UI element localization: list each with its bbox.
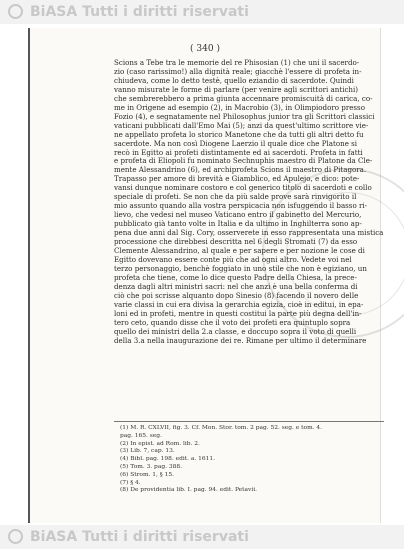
body-line: Scions a Tebe tra le memorie del re Phisosian (1) che uni il sacerdo- [114, 59, 360, 67]
body-line: denza dagli altri ministri sacri: nel che anzi è una bella conferma di [114, 282, 358, 291]
body-text [114, 59, 384, 346]
body-line: vaticani pubblicati dall'Emo Mai (5); anzi da quest'ultimo scrittore vie- [114, 121, 369, 130]
body-line: chiudeva, come lo detto testè, quello eziandio di sacerdote. Quindi [114, 76, 354, 85]
document-page [28, 28, 384, 523]
banner-text: BiASA Tutti i diritti riservati [30, 4, 249, 20]
footnote-line: pag. 165. seg. [120, 432, 162, 439]
biasa-logo-icon [8, 4, 23, 19]
footnote-line: (2) In epist. ad Rom. lib. 2. [120, 440, 200, 447]
banner-text: BiASA Tutti i diritti riservati [30, 529, 249, 545]
body-line: lievo, che vedesi nel museo Vaticano entro il gabinetto del Mercurio, [114, 211, 362, 220]
body-line: che sembrerebbero a prima giunta accennare promiscuità di carica, co- [114, 94, 373, 103]
copyright-banner-bottom [0, 525, 404, 549]
body-line: Trapasso per amore di brevità e Giamblico, ed Apulejo, e dico: pote- [114, 175, 360, 184]
footnote-line: (1) M. R. CXLVII, fig. 3. Cf. Mon. Stor. tom. 2 pag. 52. seg. e tom. 4. [120, 425, 323, 431]
body-line: della 3.a nella inaugurazione dei re. Rimane per ultimo il determinare [114, 336, 367, 345]
body-line: ne appellato profeta lo storico Manetone che da tutti gli altri detto fu [114, 130, 364, 139]
body-line: e profeta di Eliopoli fu nominato Sechnuphis maestro di Platone da Cle- [114, 157, 373, 166]
body-line: mio assunto quando alla vostra perspicacia non isfuggendo il basso ri- [114, 202, 368, 211]
body-line: Clemente Alessandrino, al quale e per sapere e per nozione le cose di [114, 247, 365, 256]
body-line: me in Origene ad esempio (2), in Macrobio (3), in Olimpiodoro presso [114, 103, 365, 112]
footnote-line: (4) Bibl. pag. 198. edit. a. 1611. [120, 456, 215, 463]
body-line: pena due anni dal Sig. Cory, osserverete in esso rappresentata una mistica [114, 229, 384, 238]
footnote-line: (7) § 4. [120, 479, 141, 486]
footnote-line: (6) Strom. 1, § 15. [120, 471, 174, 478]
footnotes [120, 425, 382, 495]
body-line: Fozio (4), e segnatamente nel Philosophus junior tra gli Scrittori classici [114, 112, 375, 121]
page-number: ( 340 ) [190, 44, 220, 54]
body-line: recò in Egitto ai profeti distintamente ed ai sacerdoti. Profeta in fatti [114, 148, 363, 157]
footnote-line: (5) Tom. 3. pag. 388. [120, 463, 182, 470]
body-line: vanno misurate le forme di parlare (per venire agli scrittori antichi) [114, 85, 359, 94]
body-line: ciò che poi scrisse alquanto dopo Sinesio (8) facendo il novero delle [114, 291, 359, 300]
body-line: zio (caso rarissimo!) alla dignità reale; giacchè l'essere di profeta in- [114, 67, 362, 76]
biasa-logo-icon [8, 529, 23, 544]
body-line: processione che direbbesi descritta nel 6 degli Stromati (7) da esso [114, 238, 358, 247]
footnote-line: (8) De providentia lib. I. pag. 94. edit. Petavii. [120, 487, 258, 494]
body-line: speciale di profeti. Se non che da più salde prove sarà rinvigorito il [114, 193, 357, 202]
footnote-divider [114, 421, 384, 422]
body-line: quello dei ministri della 2.a classe, e doccupo sopra il voto di quelli [114, 327, 357, 336]
body-line: loni ed in profeti, mentre in questi costitui la parte più degna dell'in- [114, 309, 362, 318]
copyright-banner-top [0, 0, 404, 24]
footnote-line: (3) Lib. 7, cap. 13. [120, 448, 175, 455]
body-line: sacerdote. Ma non così Diogene Laerzio il quale dice che Platone si [114, 139, 358, 148]
body-line: varie classi in cui era divisa la gerarchia egizia, cioè in editui, in epa- [114, 300, 364, 309]
body-line: terzo personaggio, benchè foggiato in uno stile che non è egiziano, un [114, 264, 367, 273]
body-line: mente Alessandrino (6), ed archiprofeta Scions il maestro di Pitagora. [114, 166, 367, 175]
body-line: tero ceto, quando disse che il voto dei profeti era quintuplo sopra [114, 318, 351, 327]
body-line: vansi dunque nominare costoro e col generico titolo di sacerdoti e collo [114, 184, 372, 193]
body-line: pubblicato già tanto volte in Italia e da ultimo in Inghilterra sono ap- [114, 220, 362, 229]
body-line: Egitto dovevano essere conte più che ad ogni altro. Vedete voi nel [114, 255, 352, 264]
body-line: profeta che tiene, come lo dice questo Padre della Chiesa, la prece- [114, 273, 357, 282]
